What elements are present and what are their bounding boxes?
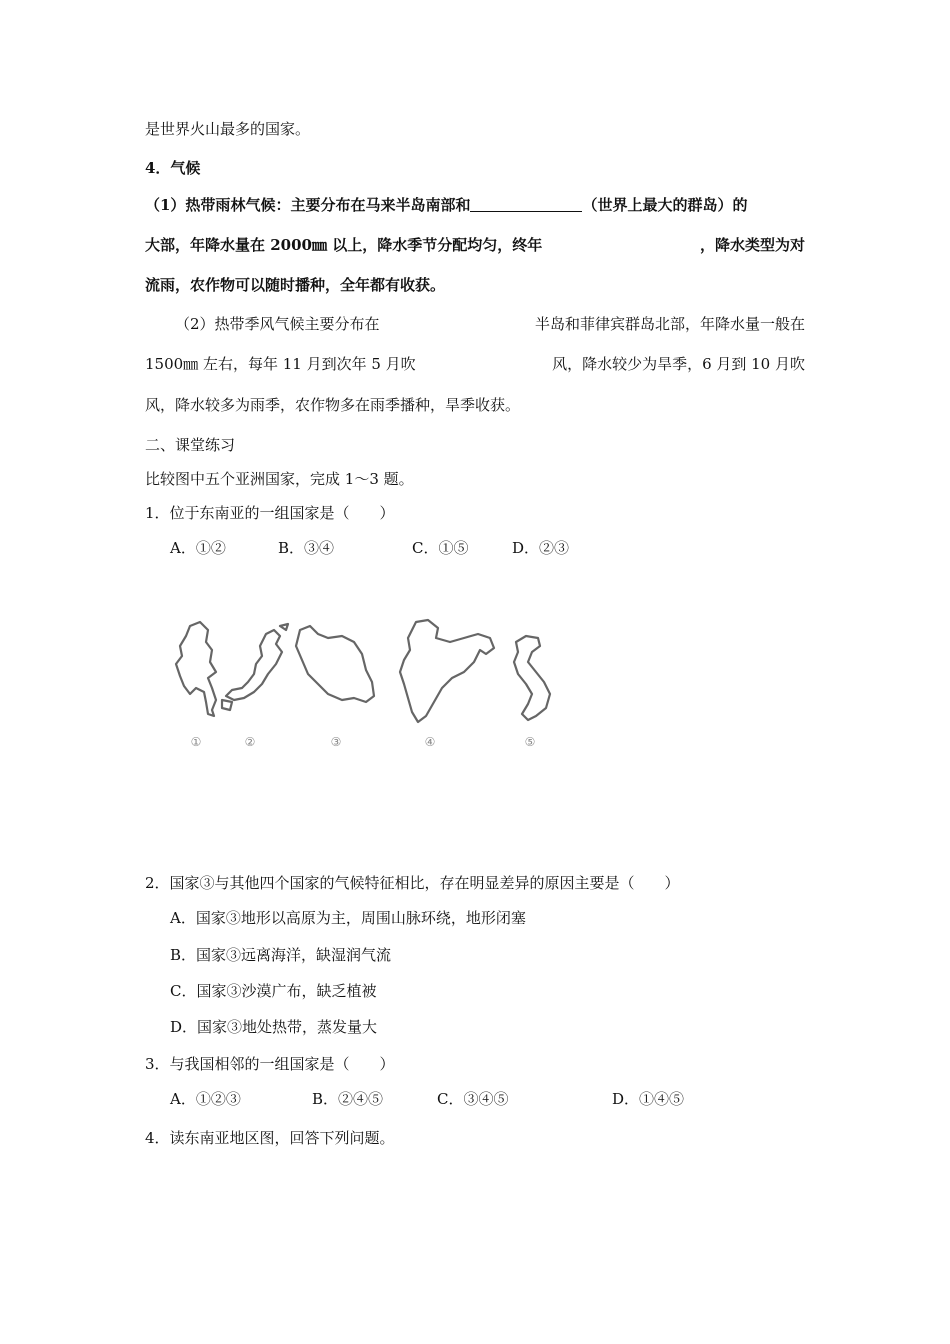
country-outline-figure [168, 612, 568, 752]
q2-option-c[interactable]: C．国家③沙漠广布，缺乏植被 [170, 982, 377, 1000]
q1-option-d[interactable]: D．②③ [512, 539, 570, 557]
climate-p1-line2 [145, 238, 805, 255]
q3-option-b[interactable]: B．②④⑤ [312, 1090, 384, 1108]
climate-p2-line3: 风，降水较多为雨季，农作物多在雨季播种，旱季收获。 [145, 396, 521, 414]
q1-option-b[interactable]: B．③④ [278, 539, 335, 557]
q2-stem: 2．国家③与其他四个国家的气候特征相比，存在明显差异的原因主要是（ ） [145, 874, 680, 892]
map-label-5: ⑤ [524, 735, 536, 749]
q4-stem: 4．读东南亚地区图，回答下列问题。 [145, 1129, 395, 1147]
q1-stem: 1．位于东南亚的一组国家是（ ） [145, 504, 395, 522]
section-title: 二、课堂练习 [145, 436, 236, 454]
climate-p1-text-b: （世界上最大的群岛）的 [582, 196, 748, 214]
climate-p1-line3: 流雨，农作物可以随时播种，全年都有收获。 [145, 276, 446, 294]
climate-p2-text-b: 半岛和菲律宾群岛北部，年降水量一般在 [534, 315, 805, 333]
country-outline-2 [222, 624, 288, 710]
climate-p2-line1 [175, 317, 805, 334]
q3-option-d[interactable]: D．①④⑤ [612, 1090, 685, 1108]
climate-p2-text-c: 1500㎜ 左右，每年 11 月到次年 5 月吹 [145, 355, 416, 373]
climate-p1-text-d: ，降水类型为对 [699, 236, 805, 254]
instruction: 比较图中五个亚洲国家，完成 1～3 题。 [145, 470, 414, 488]
climate-p1-text-a: （1）热带雨林气候：主要分布在马来半岛南部和 [145, 196, 471, 214]
q3-stem: 3．与我国相邻的一组国家是（ ） [145, 1055, 395, 1073]
country-outline-4 [400, 620, 494, 722]
answer-blank-archipelago[interactable] [470, 197, 582, 212]
q1-option-a[interactable]: A．①② [170, 539, 226, 557]
q3-option-c[interactable]: C．③④⑤ [437, 1090, 509, 1108]
climate-p2-line2 [145, 357, 805, 374]
q3-option-a[interactable]: A．①②③ [170, 1090, 241, 1108]
intro-line: 是世界火山最多的国家。 [145, 120, 311, 138]
climate-p1-line1 [145, 197, 747, 213]
climate-p2-text-a: （2）热带季风气候主要分布在 [175, 315, 380, 333]
map-label-2: ② [244, 735, 256, 749]
country-outline-1 [176, 622, 216, 716]
climate-p2-text-d: 风，降水较少为旱季，6 月到 10 月吹 [552, 355, 805, 373]
climate-p1-text-c: 大部，年降水量在 2000㎜ 以上，降水季节分配均匀，终年 [145, 236, 543, 254]
map-label-4: ④ [424, 735, 436, 749]
country-outline-5 [514, 636, 550, 720]
q2-option-a[interactable]: A．国家③地形以高原为主，周围山脉环绕，地形闭塞 [170, 909, 526, 927]
q2-option-b[interactable]: B．国家③远离海洋，缺湿润气流 [170, 946, 392, 964]
q2-option-d[interactable]: D．国家③地处热带，蒸发量大 [170, 1018, 378, 1036]
climate-heading: 4．气候 [145, 159, 201, 177]
q1-option-c[interactable]: C．①⑤ [412, 539, 469, 557]
country-outline-3 [296, 626, 374, 702]
map-label-1: ① [190, 735, 202, 749]
map-label-3: ③ [330, 735, 342, 749]
